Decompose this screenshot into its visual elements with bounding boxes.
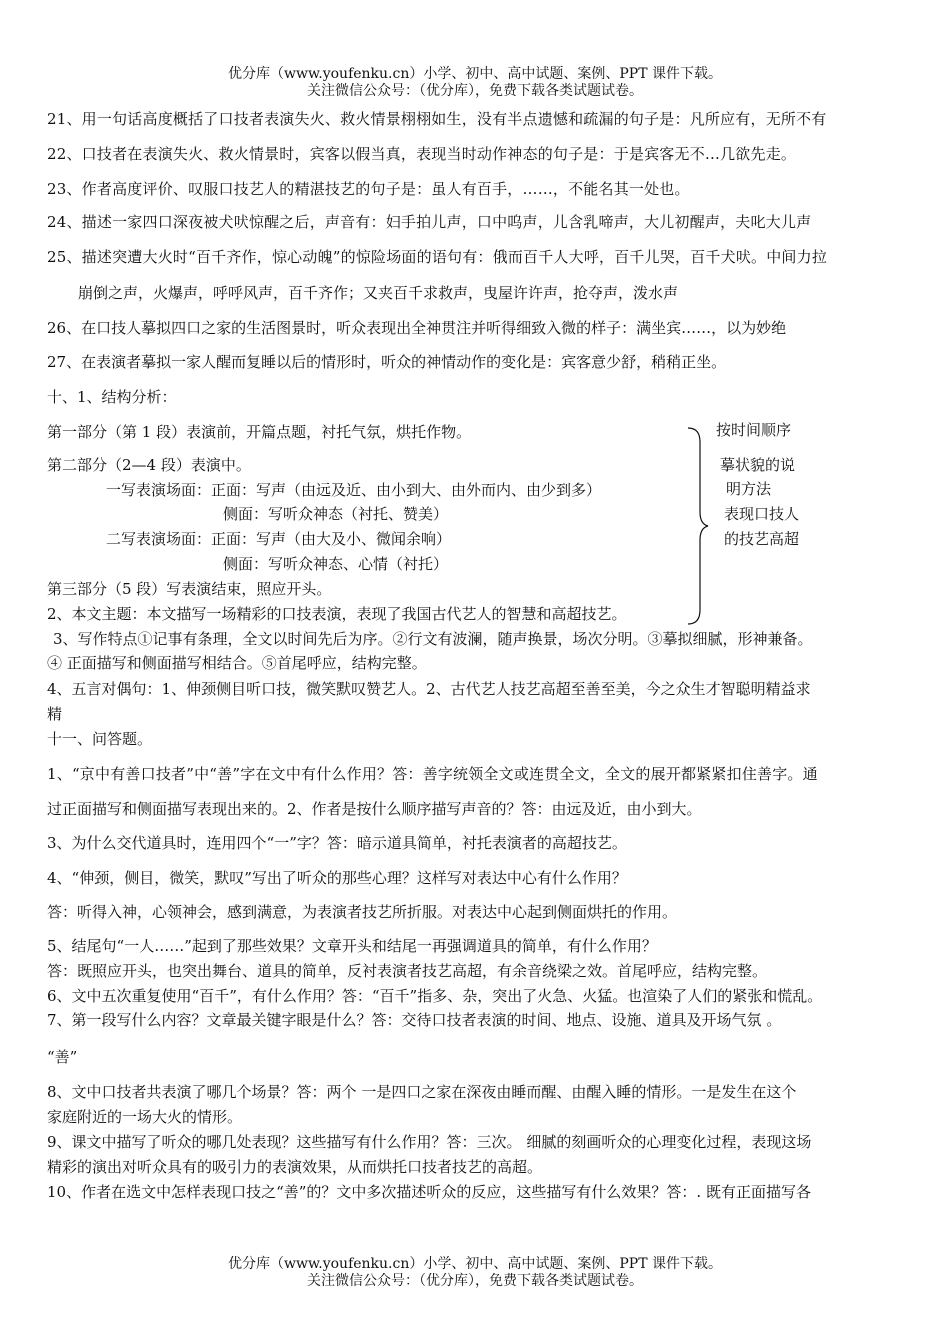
text-line: 第一部分（第 1 段）表演前，开篇点题，衬托气氛，烘托作物。 <box>47 423 472 441</box>
section-heading: 十、1、结构分析： <box>47 388 177 406</box>
footer-line-1: 优分库（www.youfenku.cn）小学、初中、高中试题、案例、PPT 课件下载。 <box>227 1256 722 1272</box>
text-line: 24、描述一家四口深夜被犬吠惊醒之后，声音有：妇手拍儿声，口中呜声，儿含乳啼声，大儿初醒声，夫叱大儿声 <box>47 213 812 231</box>
text-line: 6、文中五次重复使用“百千”，有什么作用？答：“百千”指多、杂，突出了火急、火猛。也渲染了人们的紧张和慌乱。 <box>47 987 823 1005</box>
side-note: 的技艺高超 <box>724 530 800 548</box>
text-line: 过正面描写和侧面描写表现出来的。2、作者是按什么顺序描写声音的？答：由远及近，由小到大。 <box>47 800 702 818</box>
text-line: 4、五言对偶句：1、伸颈侧目听口技，微笑默叹赞艺人。2、古代艺人技艺高超至善至美，今之众生才智聪明精益求 <box>47 680 811 698</box>
text-line: 3、为什么交代道具时，连用四个“一”字？答：暗示道具简单，衬托表演者的高超技艺。 <box>47 834 627 852</box>
text-line: 第三部分（5 段）写表演结束，照应开头。 <box>47 580 332 598</box>
text-line: 答：听得入神，心领神会，感到满意，为表演者技艺所折服。对表达中心起到侧面烘托的作用。 <box>47 903 678 921</box>
text-line: 10、作者在选文中怎样表现口技之“善”的？文中多次描述听众的反应，这些描写有什么效果？答：. 既有正面描写各 <box>47 1183 811 1201</box>
section-heading: 十一、问答题。 <box>47 730 153 748</box>
side-note: 明方法 <box>726 480 772 498</box>
text-line: 25、描述突遭大火时“百千齐作，惊心动魄”的惊险场面的语句有：俄而百千人大呼，百千儿哭，百千犬吠。中间力拉 <box>47 248 828 266</box>
text-line: 侧面：写听众神态、心情（衬托） <box>223 555 449 573</box>
text-line: 1、“京中有善口技者”中“善”字在文中有什么作用？答：善字统领全文或连贯全文，全文的展开都紧紧扣住善字。通 <box>47 765 818 783</box>
text-line: 27、在表演者摹拟一家人醒而复睡以后的情形时，听众的神情动作的变化是：宾客意少舒，稍稍正坐。 <box>47 353 727 371</box>
text-line: 家庭附近的一场大火的情形。 <box>47 1108 243 1126</box>
text-line: 7、第一段写什么内容？文章最关键字眼是什么？答：交待口技者表演的时间、地点、设施、道具及开场气氛 。 <box>47 1011 782 1029</box>
text-line: “善” <box>47 1048 78 1066</box>
text-line: 二写表演场面：正面：写声（由大及小、微闻余响） <box>106 530 452 548</box>
text-line: 第二部分（2—4 段）表演中。 <box>47 456 251 474</box>
text-line: 22、口技者在表演失火、救火情景时，宾客以假当真，表现当时动作神态的句子是：于是宾客无不…几欲先走。 <box>47 145 797 163</box>
side-note: 按时间顺序 <box>716 421 792 439</box>
text-line: 21、用一句话高度概括了口技者表演失火、救火情景栩栩如生，没有半点遗憾和疏漏的句子是：凡所应有，无所不有 <box>47 110 827 128</box>
header-line-2: 关注微信公众号：（优分库），免费下载各类试题试卷。 <box>307 83 643 99</box>
text-line: 9、课文中描写了听众的哪几处表现？这些描写有什么作用？答：三次。 细腻的刻画听众的心理变化过程，表现这场 <box>47 1133 812 1151</box>
footer-line-2: 关注微信公众号：（优分库），免费下载各类试题试卷。 <box>307 1273 643 1289</box>
text-line: 精彩的演出对听众具有的吸引力的表演效果，从而烘托口技者技艺的高超。 <box>47 1158 543 1176</box>
text-line: 侧面：写听众神态（衬托、赞美） <box>223 505 449 523</box>
text-line: 一写表演场面：正面：写声（由远及近、由小到大、由外而内、由少到多） <box>106 481 602 499</box>
page-footer <box>0 1256 950 1290</box>
text-line: 2、本文主题：本文描写一场精彩的口技表演，表现了我国古代艺人的智慧和高超技艺。 <box>47 605 627 623</box>
text-line: 4、“伸颈，侧目，微笑，默叹”写出了听众的那些心理？这样写对表达中心有什么作用？ <box>47 869 627 887</box>
text-line: 答：既照应开头，也突出舞台、道具的简单，反衬表演者技艺高超，有余音绕梁之效。首尾呼应，结构完整。 <box>47 962 768 980</box>
text-line: 3、写作特点①记事有条理，全文以时间先后为序。②行文有波澜，随声换景，场次分明。③摹拟细腻，形神兼备。 <box>53 630 813 648</box>
text-line: 精 <box>47 705 63 723</box>
text-line: 5、结尾句“一人……”起到了那些效果？文章开头和结尾一再强调道具的简单，有什么作用？ <box>47 937 657 955</box>
text-line: 8、文中口技者共表演了哪几个场景？答：两个 一是四口之家在深夜由睡而醒、由醒入睡的情形。一是发生在这个 <box>47 1083 797 1101</box>
side-note: 摹状貌的说 <box>720 456 796 474</box>
text-line: 23、作者高度评价、叹服口技艺人的精湛技艺的句子是：虽人有百手，……，不能名其一处也。 <box>47 180 690 198</box>
text-line: 26、在口技人摹拟四口之家的生活图景时，听众表现出全神贯注并听得细致入微的样子：满坐宾……，以为妙绝 <box>47 319 787 337</box>
page-header <box>0 66 950 100</box>
header-line-1: 优分库（www.youfenku.cn）小学、初中、高中试题、案例、PPT 课件下载。 <box>227 66 722 82</box>
side-note: 表现口技人 <box>724 505 800 523</box>
text-line: 崩倒之声，火爆声，呼呼风声，百千齐作；又夹百千求救声，曳屋许许声，抢夺声，泼水声 <box>78 284 679 302</box>
text-line: ④ 正面描写和侧面描写相结合。⑤首尾呼应，结构完整。 <box>47 654 427 672</box>
curly-brace <box>684 426 714 626</box>
